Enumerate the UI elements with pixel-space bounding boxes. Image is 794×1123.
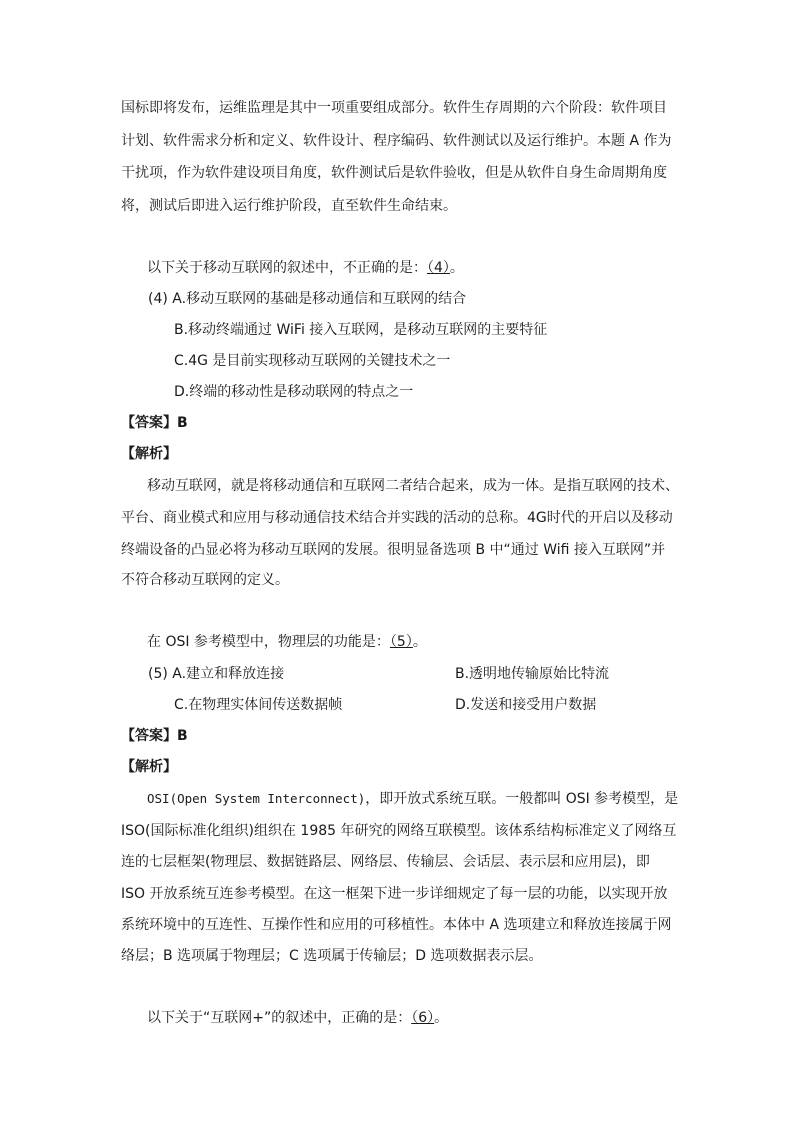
intro-line-1: 国标即将发布，运维监理是其中一项重要组成部分。软件生存周期的六个阶段：软件项目 [121, 100, 667, 116]
q5-stem [147, 632, 427, 652]
q5-option-b: B.透明地传输原始比特流 [455, 666, 610, 682]
q6-blank: （6） [411, 1010, 435, 1026]
q5-answer-value: B [177, 728, 188, 744]
q4-analysis-line-1: 移动互联网，就是将移动通信和互联网二者结合起来，成为一体。是指互联网的技术、 [147, 478, 679, 494]
q5-stem-end: 。 [412, 634, 427, 650]
q5-number: (5) [148, 666, 168, 682]
q5-blank: （5） [389, 634, 413, 650]
q5-stem-text: 在 OSI 参考模型中，物理层的功能是： [147, 634, 390, 650]
intro-line-4: 将，测试后即进入运行维护阶段，直至软件生命结束。 [121, 198, 457, 214]
q4-option-a-text: A.移动互联网的基础是移动通信和互联网的结合 [172, 291, 467, 307]
q4-number: (4) [148, 291, 168, 307]
q6-stem [147, 1008, 448, 1028]
q6-stem-end: 。 [434, 1010, 449, 1026]
q4-blank: （4） [427, 260, 450, 276]
q4-analysis-line-2: 平台、商业模式和应用与移动通信技术结合并实践的活动的总称。4G时代的开启以及移动 [121, 510, 673, 526]
q4-option-d: D.终端的移动性是移动联网的特点之一 [174, 384, 414, 400]
q4-option-a [148, 289, 466, 309]
q4-stem-text: 以下关于移动互联网的叙述中，不正确的是： [147, 260, 427, 276]
q5-answer [121, 726, 188, 746]
q5-analysis-line-5: 系统环境中的互连性、互操作性和应用的可移植性。本体中 A 选项建立和释放连接属于网 [121, 917, 672, 933]
q5-analysis-label: 【解析】 [121, 759, 177, 775]
q4-analysis-label: 【解析】 [121, 446, 177, 462]
q5-option-d: D.发送和接受用户数据 [455, 697, 597, 713]
q5-answer-label: 【答案】 [121, 728, 177, 744]
q5-analysis-line-3: 连的七层框架(物理层、数据链路层、网络层、传输层、会话层、表示层和应用层)，即 [121, 854, 650, 870]
q5-analysis-line-6: 络层；B 选项属于物理层；C 选项属于传输层；D 选项数据表示层。 [121, 948, 543, 964]
intro-line-2: 计划、软件需求分析和定义、软件设计、程序编码、软件测试以及运行维护。本题 A 作为 [121, 133, 672, 149]
q4-answer-label: 【答案】 [121, 415, 177, 431]
q4-answer [121, 413, 188, 433]
q5-analysis-line-1 [147, 789, 678, 809]
q4-analysis-line-3: 终端设备的凸显必将为移动互联网的发展。很明显备选项 B 中“通过 Wifi 接入互联网”并 [121, 542, 666, 558]
q5-analysis-line-2: ISO(国际标准化组织)组织在 1985 年研究的网络互联模型。该体系结构标准定义了网络互 [121, 823, 677, 839]
intro-line-3: 干扰项，作为软件建设项目角度，软件测试后是软件验收，但是从软件自身生命周期角度 [121, 165, 667, 181]
q4-option-c: C.4G 是目前实现移动互联网的关键技术之一 [174, 353, 451, 369]
q4-option-b: B.移动终端通过 WiFi 接入互联网，是移动互联网的主要特征 [174, 322, 548, 338]
q5-analysis-line-4: ISO 开放系统互连参考模型。在这一框架下进一步详细规定了每一层的功能，以实现开放 [121, 886, 668, 902]
q5-option-a-text: A.建立和释放连接 [172, 666, 285, 682]
q4-answer-value: B [177, 415, 188, 431]
q6-stem-text: 以下关于“互联网+”的叙述中，正确的是： [147, 1010, 412, 1026]
q4-stem-end: 。 [449, 260, 464, 276]
q5-option-a [148, 664, 284, 684]
q5-analysis-osi-term: OSI(Open System Interconnect) [147, 791, 366, 806]
q4-stem [147, 258, 464, 278]
q5-option-c: C.在物理实体间传送数据帧 [174, 697, 343, 713]
q5-analysis-line-1-rest: ，即开放式系统互联。一般都叫 OSI 参考模型，是 [365, 791, 679, 807]
q4-analysis-line-4: 不符合移动互联网的定义。 [121, 572, 289, 588]
